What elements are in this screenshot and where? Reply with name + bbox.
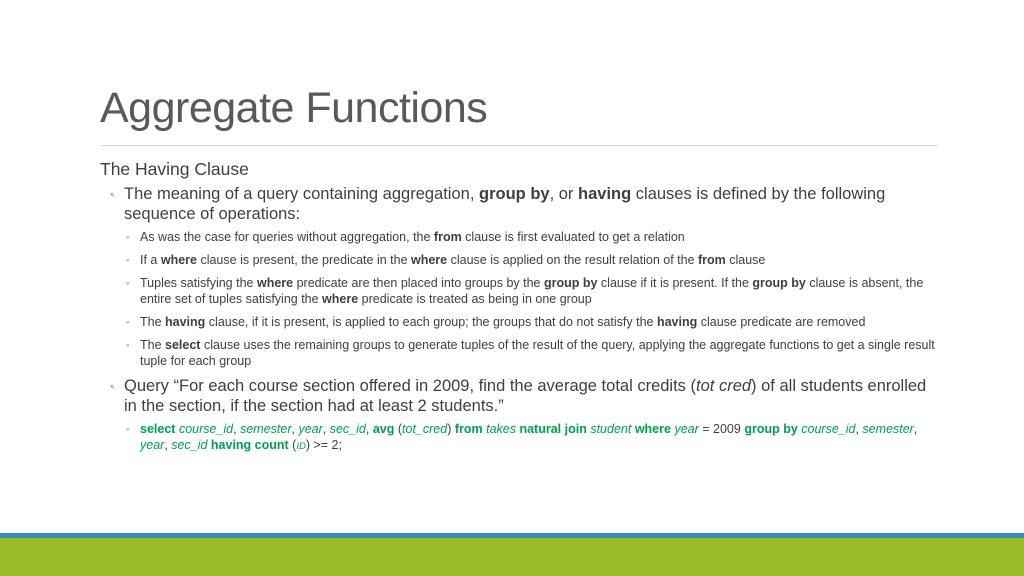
slide-body — [100, 158, 936, 462]
sub-bullet-from: ◦ As was the case for queries without aggregation, the from clause is first evaluated to get a relation — [126, 230, 685, 244]
slide-title: Aggregate Functions — [100, 84, 488, 132]
sub-bullet-group-by: ◦ Tuples satisfying the where predicate are then placed into groups by the group by clause if it is present. If the group by clause is absent, the entire set of tuples satisfying the where predicate is treated as being in one group — [126, 276, 924, 306]
circle-bullet-icon: ◦ — [126, 232, 130, 242]
sub-bullet-select: ◦ The select clause uses the remaining groups to generate tuples of the result of the query, applying the aggregate functions to get a single result tuple for each group — [126, 338, 935, 368]
circle-bullet-icon: ◦ — [126, 424, 130, 434]
footer-band — [0, 538, 1024, 576]
circle-bullet-icon: ◦ — [126, 317, 130, 327]
bullet-meaning: ◦ The meaning of a query containing aggregation, group by, or having clauses is defined by the following sequence of operations: — [110, 185, 886, 223]
circle-bullet-icon: ◦ — [110, 379, 115, 393]
sql-query: ◦ select course_id, semester, year, sec_id, avg (tot_cred) from takes natural join student where year = 2009 group by course_id, semester, year, sec_id having count (ID) >= 2; — [126, 422, 918, 452]
circle-bullet-icon: ◦ — [126, 278, 130, 288]
circle-bullet-icon: ◦ — [126, 340, 130, 350]
title-divider — [100, 145, 938, 146]
sub-bullet-having: ◦ The having clause, if it is present, is applied to each group; the groups that do not satisfy the having clause predicate are removed — [126, 315, 866, 329]
sub-bullet-where: ◦ If a where clause is present, the predicate in the where clause is applied on the result relation of the from clause — [126, 253, 766, 267]
bullet-query: ◦ Query “For each course section offered in 2009, find the average total credits (tot cred) of all students enrolled in the section, if the section had at least 2 students.” — [110, 377, 927, 415]
circle-bullet-icon: ◦ — [110, 187, 115, 201]
circle-bullet-icon: ◦ — [126, 255, 130, 265]
section-heading: The Having Clause — [100, 159, 249, 179]
